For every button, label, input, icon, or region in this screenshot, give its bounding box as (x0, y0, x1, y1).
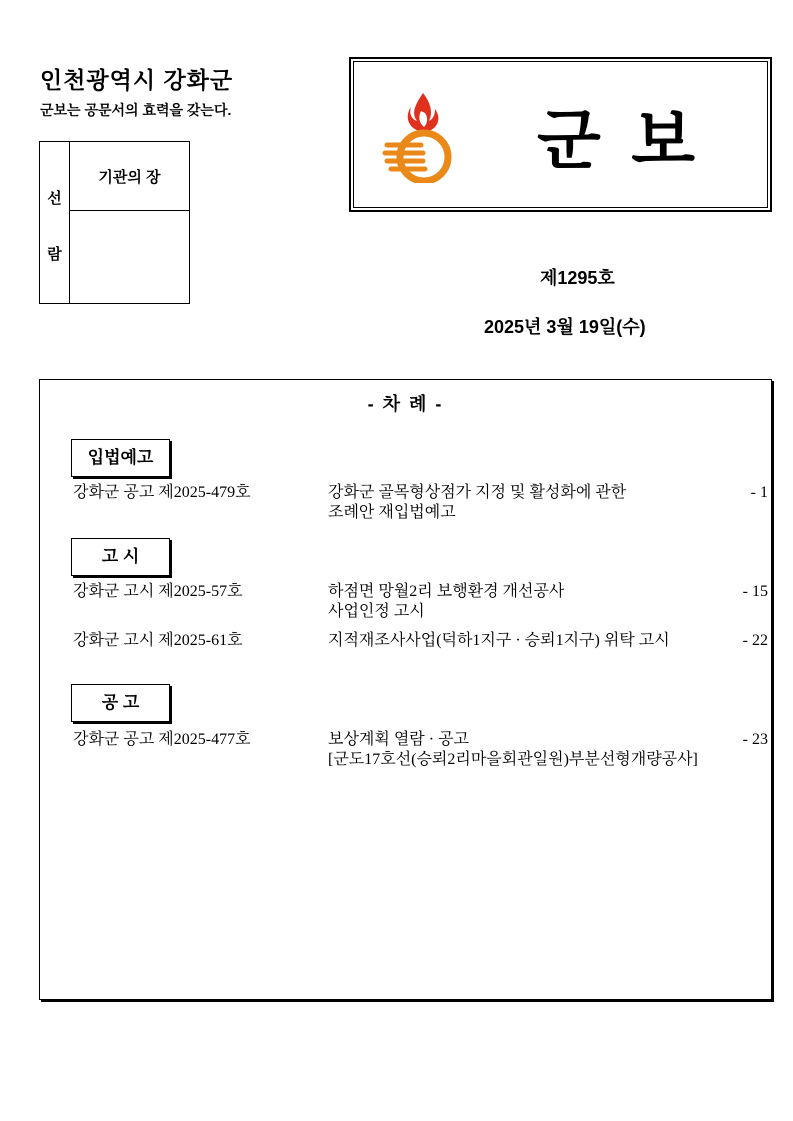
toc-entry[interactable] (73, 730, 771, 770)
toc-entry-ref: 강화군 고시 제2025-57호 (73, 583, 243, 600)
masthead-title-left: 군 (537, 103, 601, 177)
review-side-label-top: 선 (47, 190, 62, 207)
toc-entry-page: - 23 (742, 731, 768, 748)
toc-entry-title: 하점면 망월2리 보행환경 개선공사 (328, 583, 565, 600)
toc-entry-ref: 강화군 공고 제2025-477호 (73, 731, 251, 748)
masthead (349, 57, 772, 212)
toc-entry-title: 지적재조사사업(덕하1지구 · 승뢰1지구) 위탁 고시 (328, 632, 670, 649)
section-label-legislative-notice: 입법예고 (71, 439, 170, 477)
toc-entry-title: 사업인정 고시 (328, 603, 425, 620)
section-label-announcement: 공 고 (71, 684, 170, 722)
toc-entry[interactable] (73, 631, 771, 651)
masthead-title-right: 보 (631, 103, 695, 177)
toc-entry-title: [군도17호선(승뢰2리마을회관일원)부분선형개량공사] (328, 751, 698, 768)
review-side-label (40, 142, 70, 303)
gangwha-county-emblem-icon (381, 87, 467, 183)
masthead-title (481, 87, 751, 182)
toc-entry[interactable] (73, 582, 771, 622)
review-column-header: 기관의 장 (70, 142, 189, 211)
issue-number: 제1295호 (540, 268, 615, 288)
table-of-contents (39, 379, 772, 1000)
toc-entry-page: - 1 (750, 484, 768, 501)
toc-entry-ref: 강화군 공고 제2025-479호 (73, 484, 251, 501)
toc-entry-title: 강화군 골목형상점가 지정 및 활성화에 관한 (328, 484, 627, 501)
toc-entry[interactable] (73, 483, 771, 523)
toc-entry-page: - 22 (742, 632, 768, 649)
org-name: 인천광역시 강화군 (40, 67, 234, 93)
review-side-label-bottom: 람 (47, 246, 62, 263)
review-box (39, 141, 190, 304)
gazette-subtitle: 군보는 공문서의 효력을 갖는다. (40, 102, 232, 118)
section-label-notification: 고 시 (71, 538, 170, 576)
toc-entry-ref: 강화군 고시 제2025-61호 (73, 632, 243, 649)
issue-date: 2025년 3월 19일(수) (484, 317, 646, 337)
toc-entry-title: 보상계획 열람 · 공고 (328, 731, 469, 748)
toc-entry-page: - 15 (742, 583, 768, 600)
toc-entry-title: 조례안 재입법예고 (328, 504, 456, 521)
toc-heading: - 차 례 - (367, 394, 444, 414)
